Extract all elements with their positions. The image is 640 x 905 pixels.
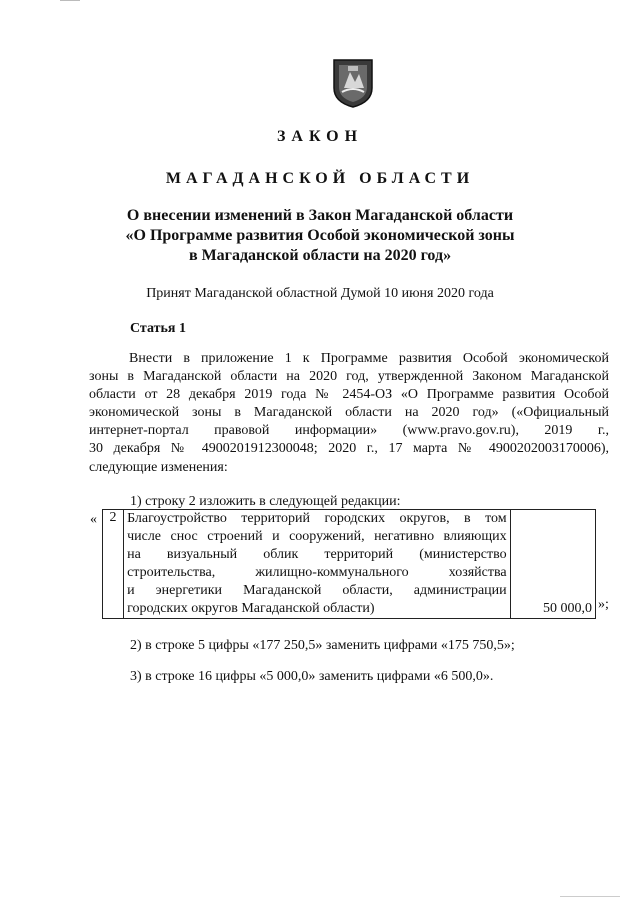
subject-line: в Магаданской области на 2020 год» bbox=[188, 247, 452, 264]
adoption-note: Принят Магаданской областной Думой 10 июня 2020 года bbox=[146, 286, 494, 301]
paragraph-line: следующие изменения: bbox=[89, 459, 228, 475]
subject-line: О внесении изменений в Закон Магаданской области bbox=[126, 207, 514, 224]
row-number: 2 bbox=[103, 510, 124, 619]
paragraph-line: 30 декабря № 4900201912300048; 2020 г., 17 марта № 4900202003170006), bbox=[89, 441, 609, 457]
row-value: 50 000,0 bbox=[510, 510, 595, 619]
subject-line: «О Программе развития Особой экономической зоны bbox=[125, 227, 515, 244]
amendment-item-1: 1) строку 2 изложить в следующей редакции: bbox=[130, 494, 401, 509]
quote-close: »; bbox=[598, 597, 609, 612]
quote-open: « bbox=[90, 512, 97, 527]
amendment-item-3: 3) в строке 16 цифры «5 000,0» заменить цифрами «6 500,0». bbox=[130, 669, 494, 684]
amendment-item-2: 2) в строке 5 цифры «177 250,5» заменить цифрами «175 750,5»; bbox=[130, 638, 515, 653]
row-description bbox=[124, 510, 511, 619]
table-row bbox=[103, 510, 596, 619]
article-heading: Статья 1 bbox=[130, 321, 186, 336]
paragraph-line: зоны в Магаданской области на 2020 год, утвержденной Законом Магаданской bbox=[89, 369, 609, 385]
row-text-line: строительства, жилищно-коммунального хозяйства bbox=[127, 565, 507, 580]
paragraph-line: области от 28 декабря 2019 года № 2454-ОЗ «О Программе развития Особой bbox=[89, 387, 609, 403]
row-text-line: числе снос строений и сооружений, негативно влияющих bbox=[127, 529, 507, 544]
amendment-table bbox=[102, 509, 596, 619]
law-subject bbox=[0, 206, 640, 266]
paragraph-line: экономической зоны в Магаданской области на 2020 год» («Официальный bbox=[89, 405, 609, 421]
law-title: ЗАКОН bbox=[276, 128, 364, 145]
region-title: МАГАДАНСКОЙ ОБЛАСТИ bbox=[165, 170, 475, 187]
scan-mark bbox=[60, 0, 80, 1]
row-text-line: на визуальный облик территорий (министерство bbox=[127, 547, 507, 562]
paragraph-line: Внести в приложение 1 к Программе развития Особой экономической bbox=[129, 351, 609, 366]
paragraph-line: интернет-портал правовой информации» (www.pravo.gov.ru), 2019 г., bbox=[89, 423, 609, 439]
row-text-line: и энергетики Магаданской области, администрации bbox=[127, 583, 507, 598]
coat-of-arms-icon bbox=[330, 58, 376, 108]
row-text-line: городских округов Магаданской области) bbox=[127, 601, 375, 616]
scan-mark bbox=[560, 896, 620, 897]
row-text-line: Благоустройство территорий городских округов, в том bbox=[127, 511, 507, 526]
article-paragraph bbox=[89, 350, 609, 477]
